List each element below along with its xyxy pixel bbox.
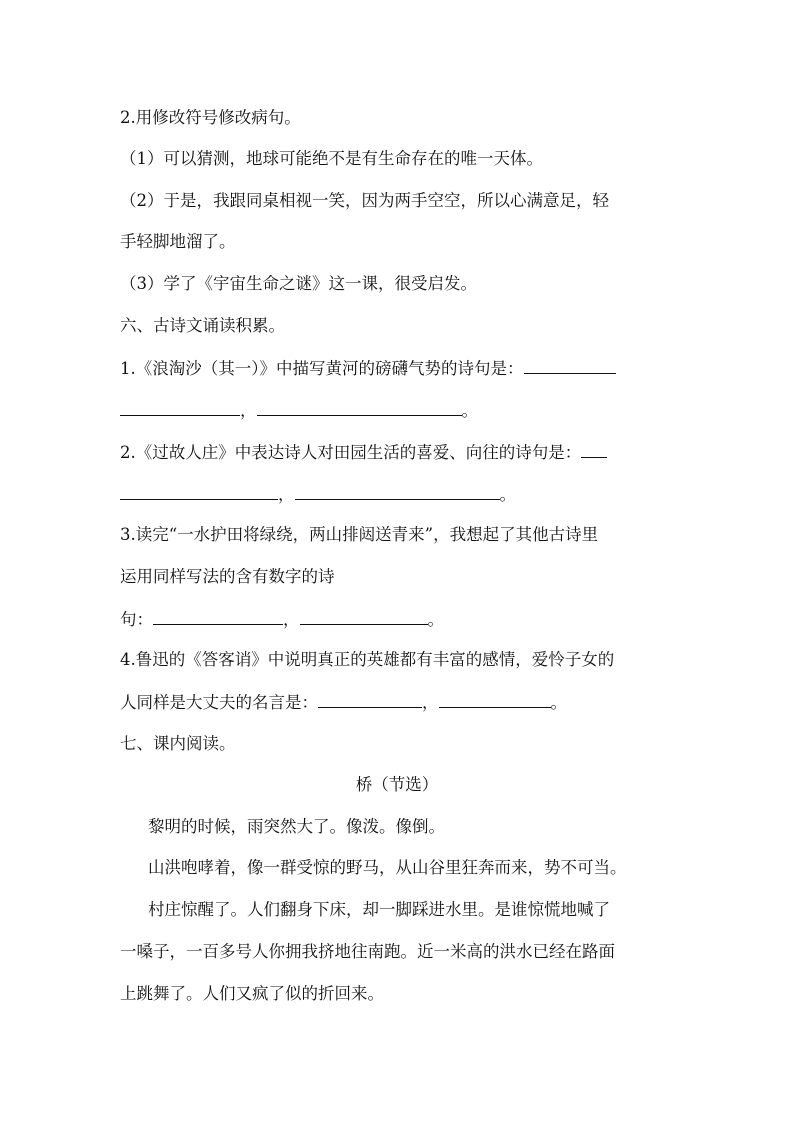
sentence-2-line-2: 手轻脚地溜了。 (120, 232, 236, 251)
poem-question-2-answers (120, 483, 680, 506)
sentence-1: （1）可以猜测，地球可能绝不是有生命存在的唯一天体。 (120, 149, 543, 168)
comma: ， (240, 401, 257, 420)
period: 。 (550, 693, 567, 712)
section-6-title: 六、古诗文诵读积累。 (120, 316, 285, 335)
passage-paragraph-3-line-2: 一嗓子，一百多号人你拥我挤地往南跑。近一米高的洪水已经在路面 (120, 942, 615, 961)
period: 。 (461, 401, 478, 420)
passage-paragraph-2: 山洪咆哮着，像一群受惊的野马，从山谷里狂奔而来，势不可当。 (148, 858, 627, 877)
answer-blank[interactable] (295, 483, 500, 500)
period: 。 (427, 610, 444, 629)
poem-question-2-text: 2.《过故人庄》中表达诗人对田园生活的喜爱、向往的诗句是： (120, 443, 582, 462)
passage-paragraph-1: 黎明的时候，雨突然大了。像泼。像倒。 (148, 817, 445, 836)
poem-question-4-text: 人同样是大丈夫的名言是： (120, 693, 318, 712)
poem-question-3-answers (120, 608, 680, 631)
poem-question-2 (120, 441, 680, 464)
answer-blank[interactable] (120, 483, 278, 500)
passage-title: 桥（节选） (355, 775, 439, 794)
comma: ， (283, 610, 300, 629)
poem-question-4-line-2 (120, 691, 680, 714)
comma: ， (422, 693, 439, 712)
poem-question-1-text: 1.《浪淘沙（其一）》中描写黄河的磅礴气势的诗句是： (120, 359, 524, 378)
comma: ， (278, 485, 295, 504)
poem-question-1-answers (120, 399, 680, 422)
poem-question-3-line-2: 运用同样写法的含有数字的诗 (120, 567, 335, 586)
answer-blank[interactable] (153, 608, 283, 625)
sentence-3: （3）学了《宇宙生命之谜》这一课，很受启发。 (120, 274, 477, 293)
period: 。 (499, 485, 516, 504)
poem-question-3-line-1: 3.读完“一水护田将绿绕，两山排闼送青来”，我想起了其他古诗里 (120, 525, 599, 544)
answer-blank[interactable] (120, 399, 240, 416)
question-2-title: 2.用修改符号修改病句。 (120, 108, 301, 127)
answer-blank[interactable] (524, 357, 616, 374)
passage-paragraph-3-line-1: 村庄惊醒了。人们翻身下床，却一脚踩进水里。是谁惊慌地喊了 (148, 900, 610, 919)
answer-blank[interactable] (257, 399, 462, 416)
answer-blank[interactable] (318, 691, 422, 708)
poem-question-3-prefix: 句： (120, 610, 153, 629)
sentence-2-line-1: （2）于是，我跟同桌相视一笑，因为两手空空，所以心满意足，轻 (120, 191, 609, 210)
poem-question-1 (120, 357, 680, 380)
answer-blank[interactable] (439, 691, 551, 708)
passage-paragraph-3-line-3: 上跳舞了。人们又疯了似的折回来。 (120, 984, 384, 1003)
section-7-title: 七、课内阅读。 (120, 734, 236, 753)
answer-blank[interactable] (300, 608, 428, 625)
poem-question-4-line-1: 4.鲁迅的《答客诮》中说明真正的英雄都有丰富的感情，爱怜子女的 (120, 650, 615, 669)
answer-blank[interactable] (581, 441, 607, 458)
